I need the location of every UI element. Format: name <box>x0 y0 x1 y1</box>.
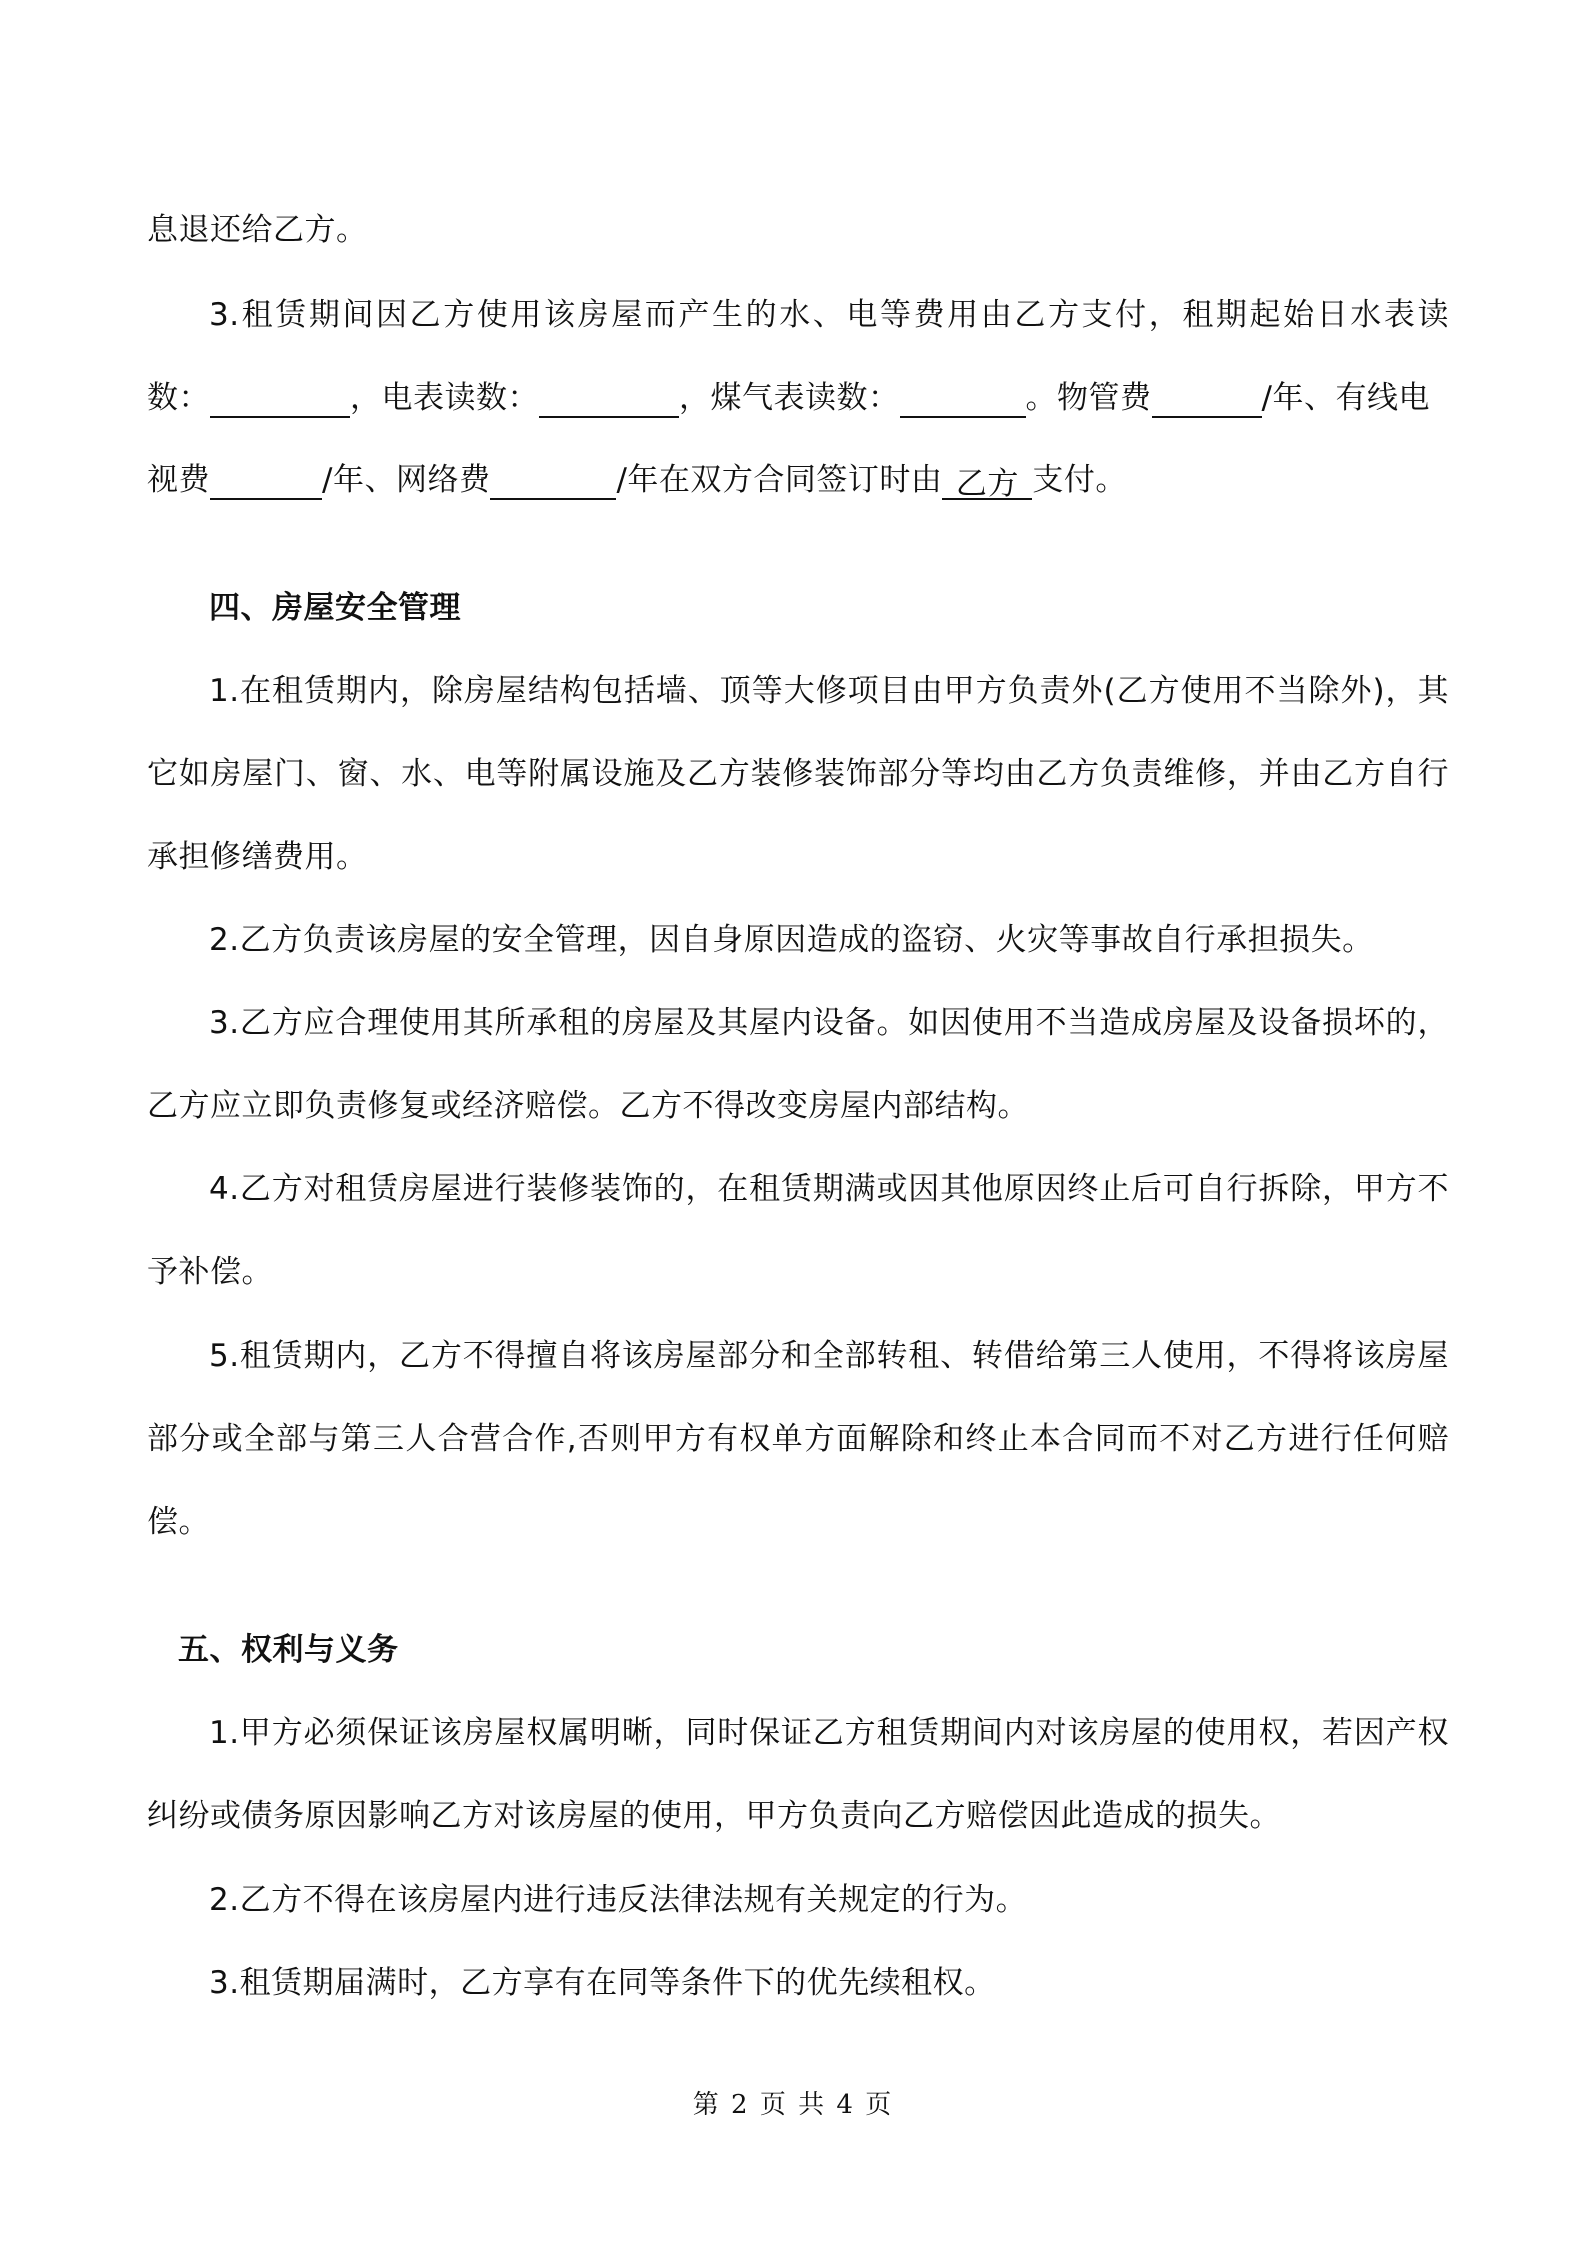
fee-line-1 <box>147 378 1430 418</box>
text-segment: 支付。 <box>1032 462 1127 498</box>
payer-blank: 乙方 <box>942 464 1032 500</box>
electric-reading-blank <box>539 382 679 418</box>
fee-line-2 <box>147 460 1127 500</box>
section-heading: 四、房屋安全管理 <box>209 590 461 626</box>
page-number: 第 2 页 共 4 页 <box>692 2090 894 2120</box>
text-segment: ，煤气表读数： <box>679 380 900 416</box>
text-segment: 视费 <box>147 462 210 498</box>
paragraph-line: 乙方应立即负责修复或经济赔偿。乙方不得改变房屋内部结构。 <box>147 1088 1029 1124</box>
gas-reading-blank <box>900 382 1026 418</box>
paragraph-line: 1.在租赁期内，除房屋结构包括墙、顶等大修项目由甲方负责外(乙方使用不当除外)，其 <box>209 673 1449 709</box>
paragraph-line: 3.租赁期届满时，乙方享有在同等条件下的优先续租权。 <box>209 1965 996 2001</box>
section-heading: 五、权利与义务 <box>178 1632 399 1668</box>
paragraph-line: 3.乙方应合理使用其所承租的房屋及其屋内设备。如因使用不当造成房屋及设备损坏的， <box>209 1005 1449 1041</box>
text-segment: ，电表读数： <box>350 380 539 416</box>
text-segment: 。物管费 <box>1025 380 1152 416</box>
paragraph-line: 息退还给乙方。 <box>147 212 368 248</box>
paragraph-line: 5.租赁期内，乙方不得擅自将该房屋部分和全部转租、转借给第三人使用，不得将该房屋 <box>209 1338 1449 1374</box>
text-segment: /年、网络费 <box>322 462 491 498</box>
text-segment: /年、有线电 <box>1261 380 1430 416</box>
paragraph-line: 1.甲方必须保证该房屋权属明晰，同时保证乙方租赁期间内对该房屋的使用权，若因产权 <box>209 1715 1449 1751</box>
paragraph-line: 部分或全部与第三人合营合作,否则甲方有权单方面解除和终止本合同而不对乙方进行任何赔 <box>147 1421 1449 1457</box>
paragraph-line: 偿。 <box>147 1504 210 1540</box>
paragraph-line: 3.租赁期间因乙方使用该房屋而产生的水、电等费用由乙方支付，租期起始日水表读 <box>209 297 1449 333</box>
network-fee-blank <box>490 464 616 500</box>
paragraph-line: 2.乙方不得在该房屋内进行违反法律法规有关规定的行为。 <box>209 1882 1028 1918</box>
property-fee-blank <box>1152 382 1262 418</box>
paragraph-line: 承担修缮费用。 <box>147 839 368 875</box>
text-segment: 数： <box>147 380 210 416</box>
paragraph-line: 予补偿。 <box>147 1254 273 1290</box>
cable-fee-blank <box>210 464 322 500</box>
paragraph-line: 4.乙方对租赁房屋进行装修装饰的，在租赁期满或因其他原因终止后可自行拆除，甲方不 <box>209 1171 1449 1207</box>
paragraph-line: 纠纷或债务原因影响乙方对该房屋的使用，甲方负责向乙方赔偿因此造成的损失。 <box>147 1798 1281 1834</box>
water-reading-blank <box>210 382 350 418</box>
paragraph-line: 它如房屋门、窗、水、电等附属设施及乙方装修装饰部分等均由乙方负责维修，并由乙方自行 <box>147 756 1449 792</box>
text-segment: /年在双方合同签订时由 <box>616 462 943 498</box>
paragraph-line: 2.乙方负责该房屋的安全管理，因自身原因造成的盗窃、火灾等事故自行承担损失。 <box>209 922 1374 958</box>
